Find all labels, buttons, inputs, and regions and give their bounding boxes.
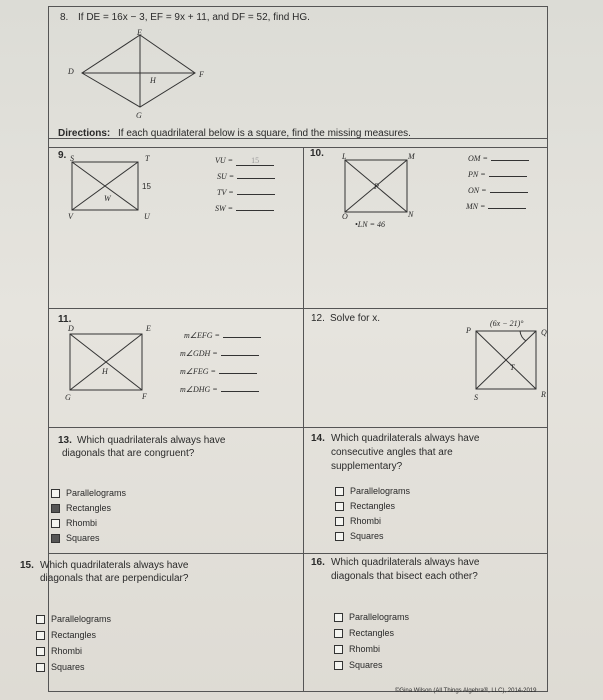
q10-label-o: O xyxy=(342,212,348,221)
q11-label-h: H xyxy=(102,367,108,376)
q16-option-parallelograms[interactable]: Parallelograms xyxy=(334,612,409,622)
q12-label-q: Q xyxy=(541,328,547,337)
q9-label-s: S xyxy=(70,154,74,163)
q10-line-mn: MN = xyxy=(466,202,526,211)
q11-number: 11. xyxy=(58,314,72,325)
q9-line-vu: VU = 15 xyxy=(215,156,274,166)
q11-square-figure xyxy=(70,334,145,392)
q11-line-dhg: m∠DHG = xyxy=(180,385,259,394)
checkbox-icon[interactable] xyxy=(335,502,344,511)
q9-label-w: W xyxy=(104,194,111,203)
q15-option-rectangles[interactable]: Rectangles xyxy=(36,630,96,640)
q10-label-n: N xyxy=(408,210,414,219)
directions-text: If each quadrilateral below is a square, find the missing measures. xyxy=(118,128,411,139)
q10-line-pn: PN = xyxy=(468,170,527,179)
q8-label-d: D xyxy=(68,67,74,76)
q8-label-g: G xyxy=(136,111,142,120)
q12-number: 12. xyxy=(311,313,325,324)
q16-text-line2: diagonals that bisect each other? xyxy=(331,571,478,582)
q14-number: 14. xyxy=(311,433,325,444)
q9-line-tv: TV = xyxy=(217,188,275,197)
q11-label-g: G xyxy=(65,393,71,402)
q14-text-line3: supplementary? xyxy=(331,461,403,472)
q10-line-om: OM = xyxy=(468,154,529,163)
q13-text-line2: diagonals that are congruent? xyxy=(62,448,195,459)
q9-line-su: SU = xyxy=(217,172,275,181)
divider-vertical xyxy=(303,147,304,692)
q12-square-figure xyxy=(476,331,540,391)
q9-square-figure xyxy=(72,162,142,212)
q13-option-rectangles[interactable]: Rectangles xyxy=(51,503,111,513)
q14-option-rhombi[interactable]: Rhombi xyxy=(335,516,381,526)
q9-answer-vu: 15 xyxy=(236,156,274,166)
checkbox-icon[interactable] xyxy=(36,631,45,640)
q10-number: 10. xyxy=(310,148,324,159)
q11-line-efg: m∠EFG = xyxy=(184,331,261,340)
checkbox-icon[interactable] xyxy=(36,647,45,656)
q10-label-p: P xyxy=(374,182,379,191)
checkbox-icon[interactable] xyxy=(334,645,343,654)
checkbox-icon[interactable] xyxy=(51,519,60,528)
q16-number: 16. xyxy=(311,557,325,568)
q12-label-s: S xyxy=(474,393,478,402)
checkbox-icon[interactable] xyxy=(51,489,60,498)
q13-option-parallelograms[interactable]: Parallelograms xyxy=(51,488,126,498)
q15-option-parallelograms[interactable]: Parallelograms xyxy=(36,614,111,624)
q8-label-h: H xyxy=(150,76,156,85)
q14-text-line1: Which quadrilaterals always have xyxy=(331,433,480,444)
q9-line-sw: SW = xyxy=(215,204,274,213)
checkbox-icon[interactable] xyxy=(335,487,344,496)
checkbox-icon[interactable] xyxy=(334,661,343,670)
q11-label-f: F xyxy=(142,392,147,401)
q16-text-line1: Which quadrilaterals always have xyxy=(331,557,480,568)
q15-number: 15. xyxy=(20,560,34,571)
checkbox-icon[interactable] xyxy=(334,629,343,638)
q9-side-label: 15 xyxy=(142,182,151,191)
q9-label-t: T xyxy=(145,154,150,163)
q16-option-squares[interactable]: Squares xyxy=(334,660,383,670)
q12-text: Solve for x. xyxy=(330,313,381,324)
checkbox-icon[interactable] xyxy=(335,517,344,526)
divider-row4 xyxy=(48,553,548,554)
checkbox-icon[interactable] xyxy=(335,532,344,541)
q14-option-rectangles[interactable]: Rectangles xyxy=(335,501,395,511)
q10-line-on: ON = xyxy=(468,186,528,195)
q11-label-d: D xyxy=(68,324,74,333)
copyright-footer: ©Gina Wilson (All Things Algebra®, LLC), 2014-2019 xyxy=(395,688,537,694)
q15-option-squares[interactable]: Squares xyxy=(36,662,85,672)
q14-text-line2: consecutive angles that are xyxy=(331,447,453,458)
q12-label-p: P xyxy=(466,326,471,335)
q10-label-m: M xyxy=(408,152,415,161)
divider-row3 xyxy=(48,427,548,428)
q13-number: 13. xyxy=(58,435,72,446)
q15-text-line2: diagonals that are perpendicular? xyxy=(40,573,189,584)
q16-option-rhombi[interactable]: Rhombi xyxy=(334,644,380,654)
q14-option-parallelograms[interactable]: Parallelograms xyxy=(335,486,410,496)
q10-label-l: L xyxy=(342,152,347,161)
q12-label-r: R xyxy=(541,390,546,399)
q11-line-gdh: m∠GDH = xyxy=(180,349,259,358)
checkbox-icon[interactable] xyxy=(36,615,45,624)
q13-option-rhombi[interactable]: Rhombi xyxy=(51,518,97,528)
q11-label-e: E xyxy=(146,324,151,333)
q10-given: •LN = 46 xyxy=(355,220,385,229)
q9-label-v: V xyxy=(68,212,73,221)
directions-label: Directions: xyxy=(58,128,111,139)
checkbox-checked-icon[interactable] xyxy=(51,534,60,543)
q15-option-rhombi[interactable]: Rhombi xyxy=(36,646,82,656)
q12-angle-label: (6x − 21)° xyxy=(490,319,524,328)
checkbox-icon[interactable] xyxy=(36,663,45,672)
q12-label-t: T xyxy=(510,363,515,372)
q14-option-squares[interactable]: Squares xyxy=(335,531,384,541)
q8-rhombus-figure xyxy=(60,25,210,125)
q15-text-line1: Which quadrilaterals always have xyxy=(40,560,189,571)
q8-label-e: E xyxy=(137,28,142,37)
q9-number: 9. xyxy=(58,150,67,161)
q16-option-rectangles[interactable]: Rectangles xyxy=(334,628,394,638)
divider-row1 xyxy=(48,147,548,148)
q8-label-f: F xyxy=(199,70,204,79)
q8-text: If DE = 16x − 3, EF = 9x + 11, and DF = 52, find HG. xyxy=(78,12,310,23)
divider-row2 xyxy=(48,308,548,309)
q8-number: 8. xyxy=(60,12,69,23)
q13-option-squares[interactable]: Squares xyxy=(51,533,100,543)
q9-label-u: U xyxy=(144,212,150,221)
q11-line-feg: m∠FEG = xyxy=(180,367,257,376)
checkbox-checked-icon[interactable] xyxy=(51,504,60,513)
q13-text-line1: Which quadrilaterals always have xyxy=(77,435,226,446)
checkbox-icon[interactable] xyxy=(334,613,343,622)
